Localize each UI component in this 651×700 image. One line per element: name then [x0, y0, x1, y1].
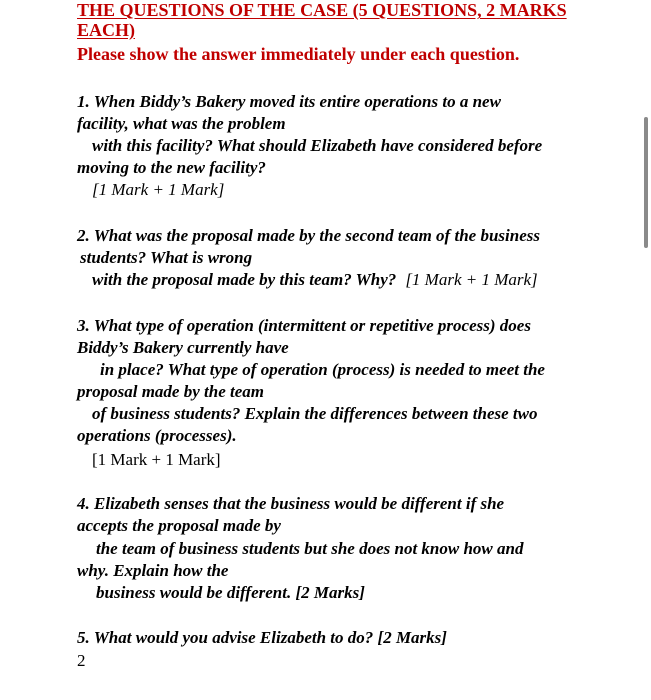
question-1-line-3: with this facility? What should Elizabeth have considered before	[92, 136, 543, 155]
question-2-line-2: students? What is wrong	[80, 248, 253, 267]
question-4-line-1: 4. Elizabeth senses that the business would be different if she	[77, 494, 505, 513]
question-2-marks: [1 Mark + 1 Mark]	[405, 270, 538, 289]
question-4-line-4: why. Explain how the	[77, 561, 229, 580]
question-2-line-3-text: with the proposal made by this team? Why?	[92, 270, 397, 289]
case-questions-heading: THE QUESTIONS OF THE CASE (5 QUESTIONS, 2 MARKS EACH)	[77, 0, 567, 40]
question-5-line-1: 5. What would you advise Elizabeth to do? [2 Marks]	[77, 628, 447, 647]
question-3-line-1: 3. What type of operation (intermittent or repetitive process) does	[77, 316, 531, 335]
question-2-line-3	[92, 269, 538, 291]
question-2-line-1: 2. What was the proposal made by the second team of the business	[77, 226, 540, 245]
answer-instruction: Please show the answer immediately under each question.	[77, 44, 520, 64]
question-1-line-4: moving to the new facility?	[77, 158, 266, 177]
question-3-line-6: operations (processes).	[77, 426, 237, 445]
vertical-scrollbar-thumb[interactable]	[644, 117, 648, 248]
question-3-marks: [1 Mark + 1 Mark]	[92, 450, 221, 469]
question-4-line-2: accepts the proposal made by	[77, 516, 281, 535]
question-1-line-1: 1. When Biddy’s Bakery moved its entire operations to a new	[77, 92, 501, 111]
question-3-line-3: in place? What type of operation (process) is needed to meet the	[100, 360, 545, 379]
question-4-line-5: business would be different. [2 Marks]	[96, 583, 365, 602]
question-3-line-4: proposal made by the team	[77, 382, 264, 401]
question-3-line-2: Biddy’s Bakery currently have	[77, 338, 289, 357]
question-4-line-3: the team of business students but she does not know how and	[96, 539, 524, 558]
question-5-answer: 2	[77, 651, 86, 670]
question-1-marks: [1 Mark + 1 Mark]	[92, 180, 225, 199]
question-3-line-5: of business students? Explain the differences between these two	[92, 404, 538, 423]
question-1-line-2: facility, what was the problem	[77, 114, 286, 133]
